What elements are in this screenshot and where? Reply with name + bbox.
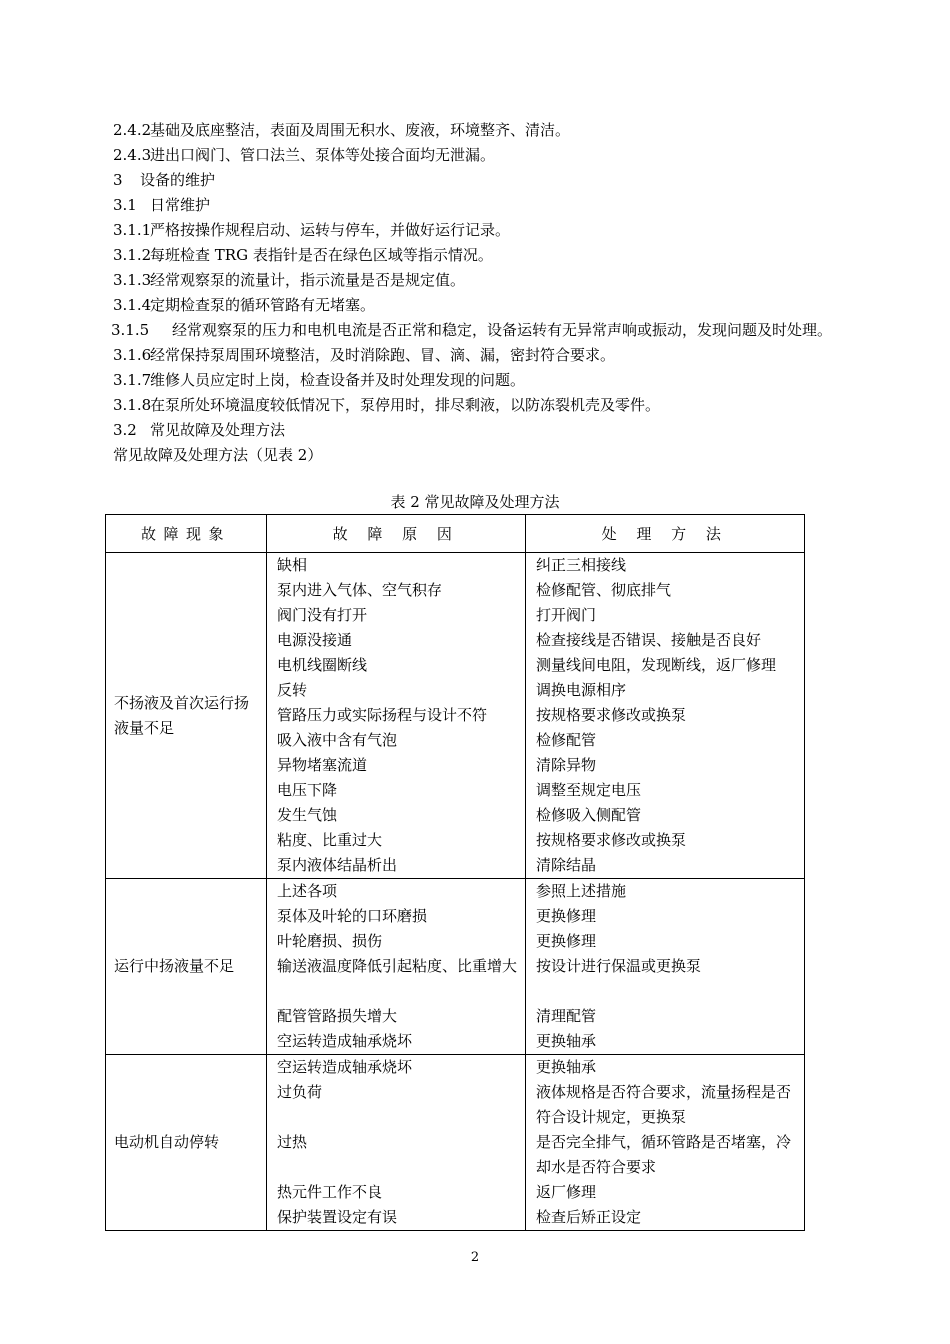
header-symptom: 故障现象 — [106, 515, 267, 553]
cause-line: 过热 — [277, 1133, 308, 1151]
cause-line: 叶轮磨损、损伤 — [277, 932, 383, 950]
remedy-line: 按规格要求修改或换泵 — [536, 706, 687, 724]
section-heading — [113, 193, 843, 218]
cause-line: 缺相 — [277, 556, 308, 574]
body-text — [113, 118, 843, 468]
remedy-cell — [526, 1055, 805, 1231]
cause-line: 泵内液体结晶析出 — [277, 856, 398, 874]
section-number: 3.2 — [113, 421, 137, 439]
remedy-line: 调整至规定电压 — [536, 781, 642, 799]
cause-cell — [267, 879, 526, 1055]
cause-line: 电源没接通 — [277, 631, 353, 649]
paragraph-text: 维修人员应定时上岗，检查设备并及时处理发现的问题。 — [150, 371, 526, 389]
paragraph — [113, 343, 843, 368]
cause-line: 上述各项 — [277, 882, 338, 900]
cause-line: 泵内进入气体、空气积存 — [277, 581, 443, 599]
remedy-line: 更换轴承 — [536, 1032, 597, 1050]
paragraph-text: 经常观察泵的压力和电机电流是否正常和稳定，设备运转有无异常声响或振动，发现问题及时处理。 — [172, 321, 833, 339]
remedy-line: 检修配管 — [536, 731, 597, 749]
remedy-line: 调换电源相序 — [536, 681, 627, 699]
paragraph — [113, 268, 843, 293]
remedy-line: 返厂修理 — [536, 1183, 597, 1201]
cause-line: 管路压力或实际扬程与设计不符 — [277, 706, 488, 724]
cause-line: 异物堵塞流道 — [277, 756, 368, 774]
paragraph-text: 经常保持泵周围环境整洁，及时消除跑、冒、滴、漏，密封符合要求。 — [150, 346, 616, 364]
cause-line: 输送液温度降低引起粘度、比重增大 — [277, 957, 518, 975]
remedy-line: 打开阀门 — [536, 606, 597, 624]
remedy-line: 按设计进行保温或更换泵 — [536, 957, 702, 975]
remedy-line: 按规格要求修改或换泵 — [536, 831, 687, 849]
paragraph — [113, 293, 843, 318]
section-number: 3.1.8 — [113, 396, 152, 414]
section-number: 2.4.3 — [113, 146, 152, 164]
remedy-line: 更换轴承 — [536, 1058, 597, 1076]
paragraph — [113, 143, 843, 168]
cause-line: 阀门没有打开 — [277, 606, 368, 624]
remedy-cell — [526, 879, 805, 1055]
cause-line: 粘度、比重过大 — [277, 831, 383, 849]
table-row — [106, 879, 805, 1055]
paragraph — [111, 318, 843, 343]
cause-line: 发生气蚀 — [277, 806, 338, 824]
section-number: 3 — [113, 171, 123, 189]
cause-line: 电压下降 — [277, 781, 338, 799]
section-number: 2.4.2 — [113, 121, 152, 139]
section-number: 3.1.5 — [111, 321, 150, 339]
cause-cell — [267, 553, 526, 879]
cause-line: 电机线圈断线 — [277, 656, 368, 674]
remedy-line: 检修配管、彻底排气 — [536, 581, 672, 599]
cause-line: 泵体及叶轮的口环磨损 — [277, 907, 428, 925]
paragraph-text: 常见故障及处理方法 — [150, 421, 286, 439]
paragraph — [113, 218, 843, 243]
remedy-line: 参照上述措施 — [536, 882, 627, 900]
section-number: 3.1 — [113, 196, 137, 214]
cause-line: 保护装置设定有误 — [277, 1208, 398, 1226]
section-heading — [113, 168, 843, 193]
remedy-line: 清除结晶 — [536, 856, 597, 874]
cause-line: 反转 — [277, 681, 308, 699]
paragraph — [113, 118, 843, 143]
symptom-cell: 电动机自动停转 — [106, 1055, 267, 1231]
paragraph-text: 每班检查 TRG 表指针是否在绿色区域等指示情况。 — [150, 246, 493, 264]
fault-table — [105, 514, 805, 1231]
paragraph — [113, 368, 843, 393]
remedy-cell — [526, 553, 805, 879]
paragraph-text: 定期检查泵的循环管路有无堵塞。 — [150, 296, 376, 314]
paragraph-text: 在泵所处环境温度较低情况下，泵停用时，排尽剩液，以防冻裂机壳及零件。 — [150, 396, 661, 414]
section-number: 3.1.1 — [113, 221, 152, 239]
header-cause: 故 障 原 因 — [267, 515, 526, 553]
section-number: 3.1.3 — [113, 271, 152, 289]
paragraph-text: 设备的维护 — [140, 171, 216, 189]
remedy-line: 清除异物 — [536, 756, 597, 774]
cause-line: 配管管路损失增大 — [277, 1007, 398, 1025]
paragraph-text: 日常维护 — [150, 196, 211, 214]
table-title: 表 2 常见故障及处理方法 — [390, 493, 560, 511]
section-number: 3.1.2 — [113, 246, 152, 264]
symptom-cell: 运行中扬液量不足 — [106, 879, 267, 1055]
section-number: 3.1.6 — [113, 346, 152, 364]
section-number: 3.1.4 — [113, 296, 152, 314]
remedy-line: 检查后矫正设定 — [536, 1208, 642, 1226]
remedy-line: 更换修理 — [536, 907, 597, 925]
paragraph — [113, 243, 843, 268]
cause-line: 过负荷 — [277, 1083, 323, 1101]
paragraph-text: 严格按操作规程启动、运转与停车，并做好运行记录。 — [150, 221, 511, 239]
paragraph-text: 经常观察泵的流量计，指示流量是否是规定值。 — [150, 271, 466, 289]
cause-cell — [267, 1055, 526, 1231]
paragraph — [113, 443, 843, 468]
paragraph-text: 基础及底座整洁，表面及周围无积水、废液，环境整齐、清洁。 — [150, 121, 571, 139]
cause-line: 空运转造成轴承烧坏 — [277, 1032, 413, 1050]
paragraph-text: 常见故障及处理方法（见表 2） — [113, 446, 323, 464]
page-number: 2 — [470, 1250, 480, 1265]
cause-line: 吸入液中含有气泡 — [277, 731, 398, 749]
table-row — [106, 1055, 805, 1231]
section-number: 3.1.7 — [113, 371, 152, 389]
symptom-cell: 不扬液及首次运行扬液量不足 — [106, 553, 267, 879]
header-remedy: 处 理 方 法 — [526, 515, 805, 553]
cause-line: 热元件工作不良 — [277, 1183, 383, 1201]
remedy-line: 更换修理 — [536, 932, 597, 950]
remedy-line: 检修吸入侧配管 — [536, 806, 642, 824]
remedy-line: 测量线间电阻，发现断线，返厂修理 — [536, 656, 777, 674]
remedy-line: 液体规格是否符合要求，流量扬程是否符合设计规定，更换泵 — [536, 1083, 792, 1126]
remedy-line: 清理配管 — [536, 1007, 597, 1025]
paragraph-text: 进出口阀门、管口法兰、泵体等处接合面均无泄漏。 — [150, 146, 496, 164]
remedy-line: 是否完全排气，循环管路是否堵塞，冷却水是否符合要求 — [536, 1133, 792, 1176]
remedy-line: 纠正三相接线 — [536, 556, 627, 574]
paragraph — [113, 393, 843, 418]
table-header-row — [106, 515, 805, 553]
table-row — [106, 553, 805, 879]
section-heading — [113, 418, 843, 443]
remedy-line: 检查接线是否错误、接触是否良好 — [536, 631, 762, 649]
cause-line: 空运转造成轴承烧坏 — [277, 1058, 413, 1076]
